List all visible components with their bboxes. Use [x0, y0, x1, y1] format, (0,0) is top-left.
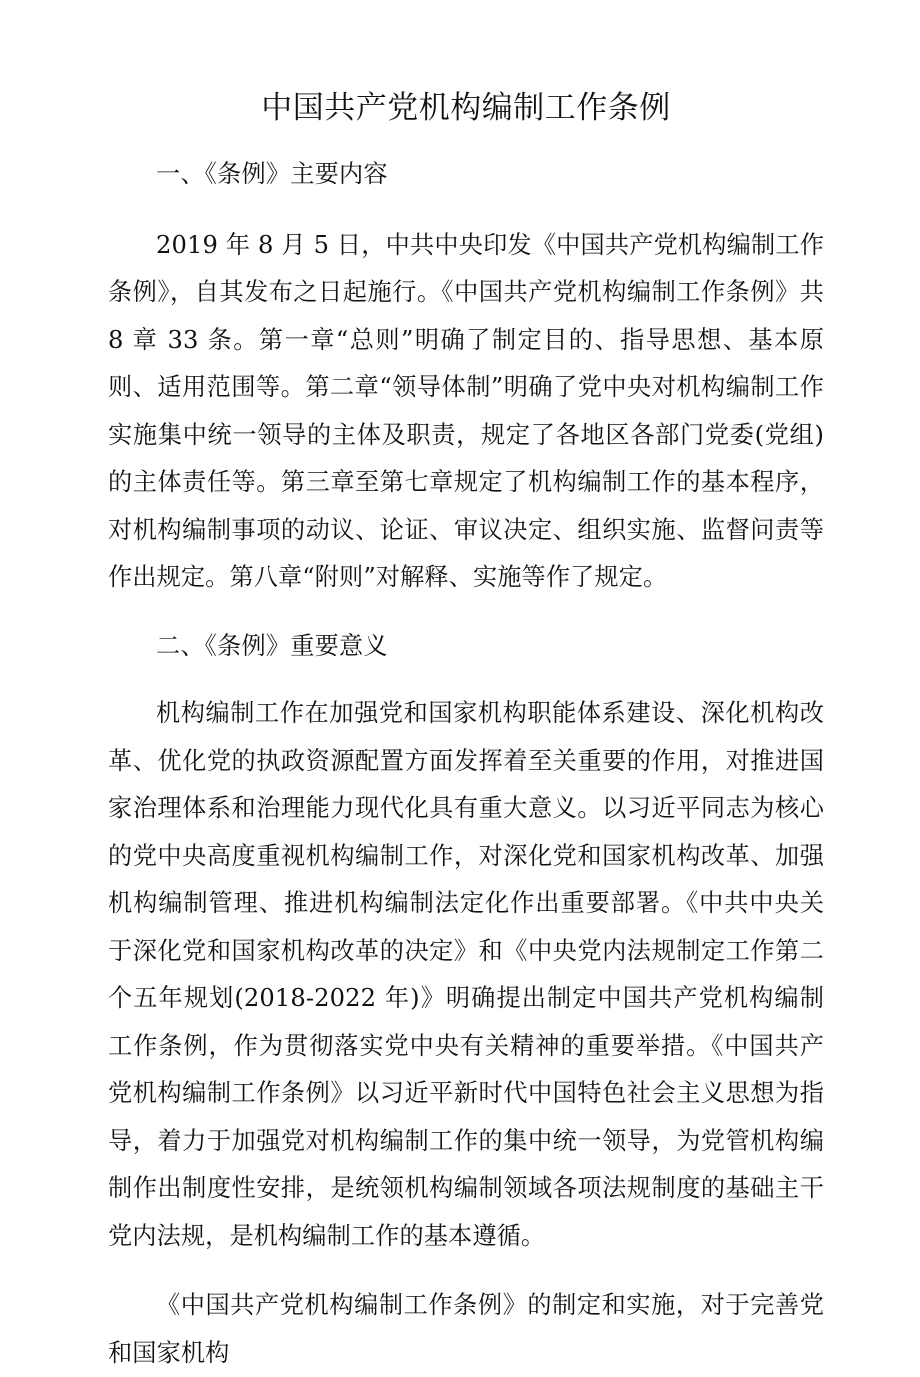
section-1-paragraph-1: 2019 年 8 月 5 日，中共中央印发《中国共产党机构编制工作条例》，自其发布之日起施行。《中国共产党机构编制工作条例》共 8 章 33 条。第一章“总则”明确了制定目的、指导思想、基本原则、适用范围等。第二章“领导体制”明确了党中央对机构编制工作实施集中统一领导的主体及职责，规定了各地区各部门党委(党组)的主体责任等。第三章至第七章规定了机构编制工作的基本程序，对机构编制事项的动议、论证、审议决定、组织实施、监督问责等作出规定。第八章“附则”对解释、实施等作了规定。: [108, 230, 824, 591]
page-title: 中国共产党机构编制工作条例: [261, 90, 671, 126]
section-2-paragraph-2: 《中国共产党机构编制工作条例》的制定和实施，对于完善党和国家机构: [108, 1291, 824, 1367]
document-content: [108, 0, 824, 1367]
section-heading-1: 一、《条例》主要内容: [156, 160, 388, 188]
section-heading-2: 二、《条例》重要意义: [156, 631, 388, 660]
section-2-paragraph-1: 机构编制工作在加强党和国家机构职能体系建设、深化机构改革、优化党的执政资源配置方面发挥着至关重要的作用，对推进国家治理体系和治理能力现代化具有重大意义。以习近平同志为核心的党中央高度重视机构编制工作，对深化党和国家机构改革、加强机构编制管理、推进机构编制法定化作出重要部署。《中共中央关于深化党和国家机构改革的决定》和《中央党内法规制定工作第二个五年规划(2018-2022 年)》明确提出制定中国共产党机构编制工作条例，作为贯彻落实党中央有关精神的重要举措。《中国共产党机构编制工作条例》以习近平新时代中国特色社会主义思想为指导，着力于加强党对机构编制工作的集中统一领导，为党管机构编制作出制度性安排，是统领机构编制领域各项法规制度的基础主干党内法规，是机构编制工作的基本遵循。: [108, 699, 824, 1250]
